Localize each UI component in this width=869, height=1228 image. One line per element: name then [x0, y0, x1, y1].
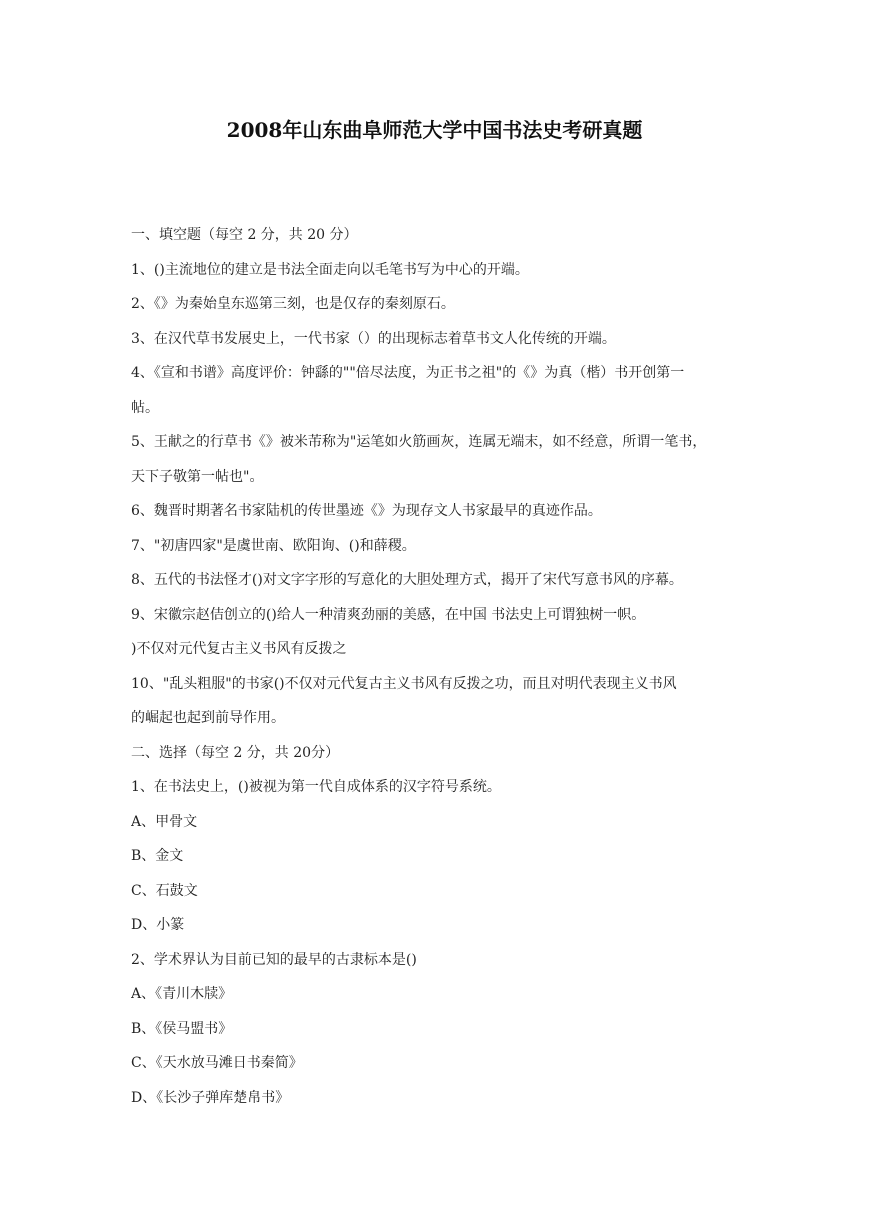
section-heading-choice: 二、选择（每空 2 分，共 20分） — [131, 744, 340, 761]
question-line: 2、学术界认为目前已知的最早的古隶标本是() — [131, 951, 417, 968]
question-line: 8、五代的书法怪才()对文字字形的写意化的大胆处理方式，揭开了宋代写意书风的序幕。 — [131, 572, 683, 588]
option-line: D、小篆 — [131, 917, 185, 933]
question-line: 3、在汉代草书发展史上，一代书家（）的出现标志着草书文人化传统的开端。 — [131, 330, 616, 347]
section-heading-fill-in: 一、填空题（每空 2 分，共 20 分） — [131, 227, 358, 243]
page-title: 2008年山东曲阜师范大学中国书法史考研真题 — [226, 118, 643, 142]
question-line: 天下子敬第一帖也"。 — [131, 468, 264, 485]
question-line: 的崛起也起到前导作用。 — [131, 710, 285, 726]
option-line: A、《青川木牍》 — [131, 986, 233, 1002]
question-line: 7、"初唐四家"是虞世南、欧阳询、()和薛稷。 — [131, 537, 416, 554]
option-line: A、甲骨文 — [131, 813, 198, 830]
question-line: 10、"乱头粗服"的书家()不仅对元代复古主义书风有反拨之功，而且对明代表现主义书风 — [131, 675, 677, 692]
question-line: 5、王献之的行草书《》被米芾称为"运笔如火筋画灰，连属无端末，如不经意，所谓一笔书， — [131, 434, 707, 450]
question-line: 帖。 — [131, 399, 159, 416]
stray-fragment-line: )不仅对元代复古主义书风有反拨之 — [131, 641, 347, 657]
question-line: 9、宋徽宗赵佶创立的()给人一种清爽劲丽的美感，在中国 书法史上可谓独树一帜。 — [131, 606, 646, 623]
option-line: C、《天水放马滩日书秦简》 — [131, 1055, 303, 1071]
option-line: B、《侯马盟书》 — [131, 1020, 233, 1037]
question-line: 1、在书法史上，()被视为第一代自成体系的汉字符号系统。 — [131, 779, 501, 795]
question-line: 2、《》为秦始皇东巡第三刻，也是仅存的秦刻原石。 — [131, 296, 455, 312]
document-body — [131, 223, 743, 1120]
option-line: C、石鼓文 — [131, 882, 198, 899]
question-line: 6、魏晋时期著名书家陆机的传世墨迹《》为现存文人书家最早的真迹作品。 — [131, 503, 602, 519]
question-line: 4、《宣和书谱》高度评价：钟繇的""倍尽法度，为正书之祖"的《》为真（楷）书开创第一 — [131, 365, 685, 381]
option-line: D、《长沙子弹库楚帛书》 — [131, 1089, 290, 1106]
option-line: B、金文 — [131, 848, 184, 864]
question-line: 1、()主流地位的建立是书法全面走向以毛笔书写为中心的开端。 — [131, 261, 529, 278]
